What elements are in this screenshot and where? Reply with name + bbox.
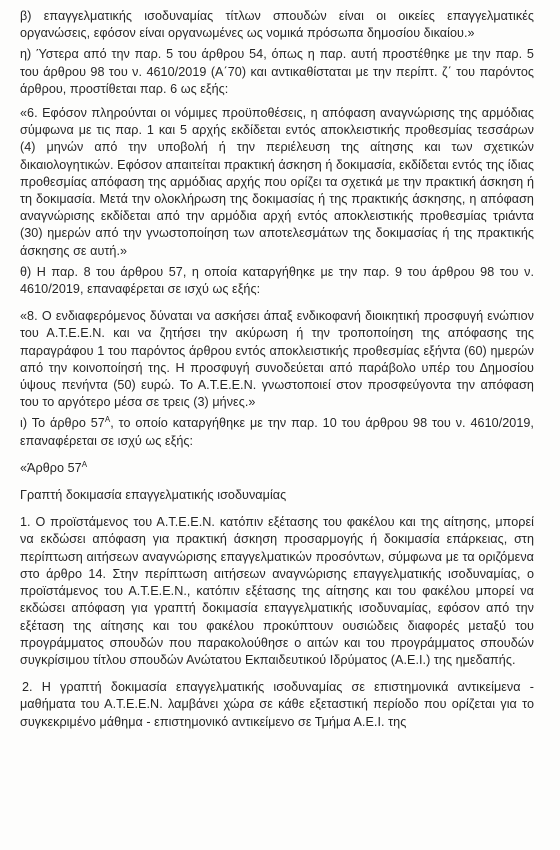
article-label-superscript: Α (81, 459, 88, 469)
paragraph-eta: η) Ύστερα από την παρ. 5 του άρθρου 54, όπως η παρ. αυτή προστέθηκε με την παρ. 5 του άρθρου 98 του ν. 4610/2019 (Α΄70) και αντικαθίσταται με την περίπτ. ζ΄ του παρόντος άρθρου, προστίθεται παρ. 6 ως εξής: (20, 47, 534, 96)
paragraph-theta: θ) Η παρ. 8 του άρθρου 57, η οποία καταργήθηκε με την παρ. 9 του άρθρου 98 του ν. 4610/2019, επαναφέρεται σε ισχύ ως εξής: (20, 264, 534, 297)
article-label-text: «Άρθρο 57 (20, 460, 82, 475)
article-heading: Γραπτή δοκιμασία επαγγελματικής ισοδυναμίας (20, 488, 287, 503)
paragraph-iota-start: ι) Το άρθρο 57 (20, 416, 105, 431)
superscript-a: Α (104, 415, 111, 425)
paragraph-beta: β) επαγγελματικής ισοδυναμίας τίτλων σπουδών είναι οι οικείες επαγγελματικές οργανώσεις, εφόσον είναι οργανωμένες ως νομικά πρόσωπα δημοσίου δικαίου.» (20, 9, 534, 41)
article-label (20, 460, 534, 477)
paragraph-iota (20, 415, 534, 449)
paragraph-6: «6. Εφόσον πληρούνται οι νόμιμες προϋποθέσεις, η απόφαση αναγνώρισης της αρμόδιας σύμφωνα με τις παρ. 1 και 5 αρχής εκδίδεται εντός αποκλειστικής προθεσμίας τεσσάρων (4) μηνών από την υποβολή ή την περιέλευση της αίτησης και των σχετικών δικαιολογητικών. Εφόσον απαιτείται πρακτική άσκηση ή δοκιμασία, εκδίδεται εντός της ίδιας προθεσμίας απόφαση της αρμόδιας αρχής που ορίζει τα σχετικά με την πρακτική άσκηση ή τη δοκιμασία. Μετά την ολοκλήρωση της δοκιμασίας ή της πρακτικής άσκησης, η απόφαση αναγνώρισης εκδίδεται από την αρμόδια αρχή εντός αποκλειστικής προθεσμίας τριάντα (30) ημερών από την γνωστοποίηση των αποτελεσμάτων της δοκιμασίας ή της πρακτικής άσκησης σε αυτή.» (20, 106, 534, 258)
paragraph-1: 1. Ο προϊστάμενος του Α.Τ.Ε.Ε.Ν. κατόπιν εξέτασης του φακέλου και της αίτησης, μπορεί να εκδώσει απόφαση για πρακτική άσκηση προσαρμογής ή δοκιμασία επάρκειας, στη περίπτωση αιτήσεων αναγνώρισης επαγγελματικών προσόντων, σύμφωνα με τα οριζόμενα στο άρθρο 14. Στην περίπτωση αιτήσεων αναγνώρισης επαγγελματικής ισοδυναμίας, ο προϊστάμενος του Α.Τ.Ε.Ε.Ν., κατόπιν εξέτασης της αίτησης και του φακέλου μπορεί να εκδώσει απόφαση για γραπτή δοκιμασία επαγγελματικής ισοδυναμίας, εφόσον από την εξέταση της αίτησης και του φακέλου προκύπτουν ουσιώδεις διαφορές μεταξύ του προγράμματος σπουδών που παρακολούθησε ο αιτών και του προγράμματος σπουδών συγκρίσιμου τίτλου σπουδών Ανώτατου Εκπαιδευτικού Ιδρύματος (Α.Ε.Ι.) της ημεδαπής. (20, 515, 534, 667)
paragraph-iota-end: , το οποίο καταργήθηκε με την παρ. 10 του άρθρου 98 του ν. 4610/2019, επαναφέρεται σε ισχύ ως εξής: (20, 416, 534, 448)
paragraph-2: 2. Η γραπτή δοκιμασία επαγγελματικής ισοδυναμίας σε επιστημονικά αντικείμενα - μαθήματα του Α.Τ.Ε.Ε.Ν. λαμβάνει χώρα σε κάθε εξεταστική περίοδο που ορίζεται για το συγκεκριμένο μάθημα - επιστημονικό αντικείμενο σε Τμήμα Α.Ε.Ι. της (20, 680, 534, 729)
paragraph-8: «8. Ο ενδιαφερόμενος δύναται να ασκήσει άπαξ ενδικοφανή διοικητική προσφυγή ενώπιον του Α.Τ.Ε.Ε.Ν. και να ζητήσει την ακύρωση ή την τροποποίηση της απόφασης της παραγράφου 1 του παρόντος άρθρου εντός αποκλειστικής προθεσμίας εξήντα (60) ημερών από την κοινοποίησή της. Η προσφυγή συνοδεύεται από παράβολο υπέρ του Δημοσίου ύψους πενήντα (50) ευρώ. Το Α.Τ.Ε.Ε.Ν. γνωστοποιεί στον προσφεύγοντα την απόφαση του το αργότερο μέσα σε τρεις (3) μήνες.» (20, 309, 534, 410)
